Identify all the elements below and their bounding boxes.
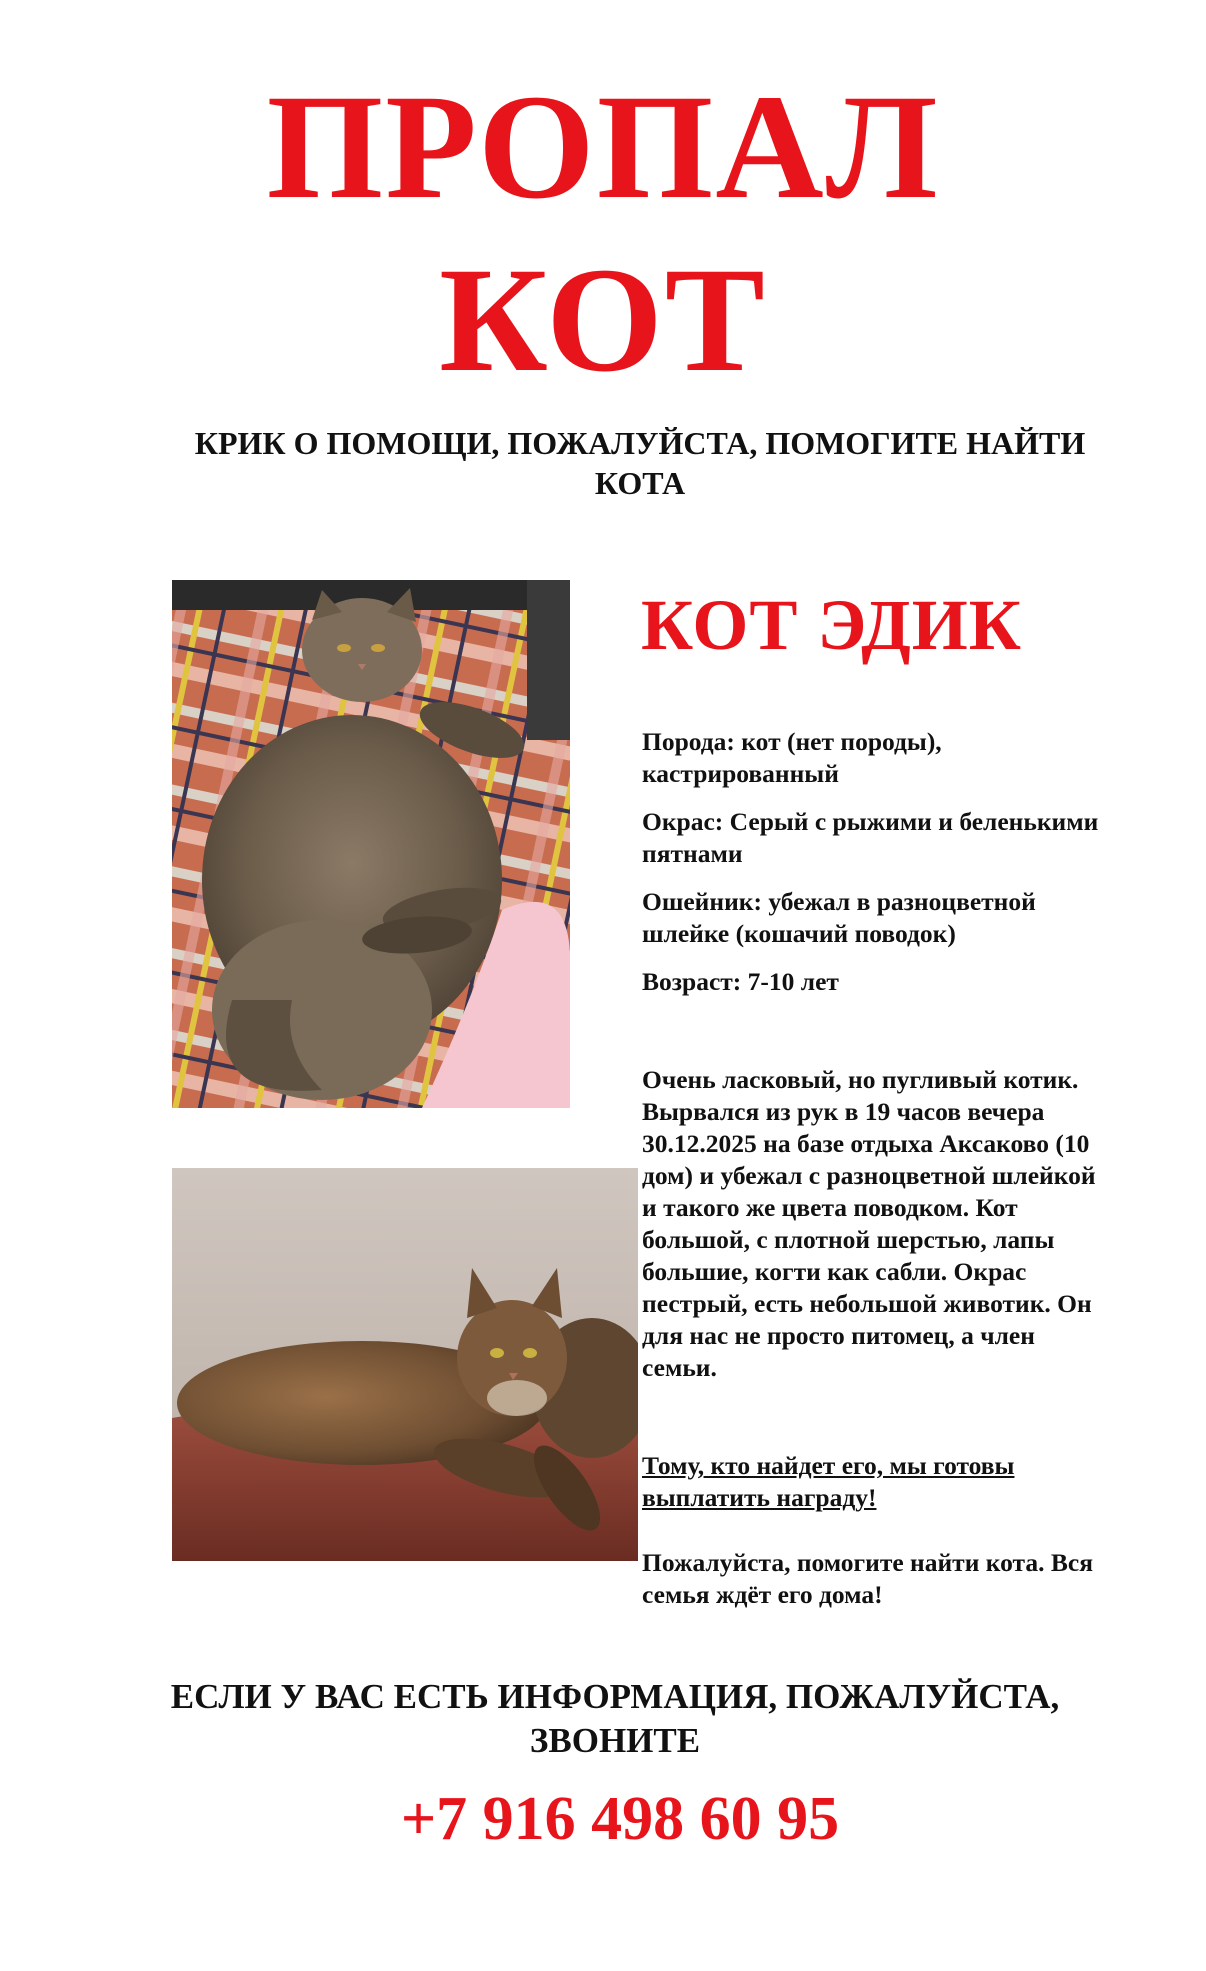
cat-description: Очень ласковый, но пугливый котик. Вырвался из рук в 19 часов вечера 30.12.2025 на базе отдыха Аксаково (10 дом) и убежал с разноцветной шлейкой и такого же цвета поводком. Кот большой, с плотной шерстью, лапы большие, когти как сабли. Окрас пестрый, есть небольшой животик. Он для нас не просто питомец, а член семьи.: [642, 1065, 1096, 1382]
detail-coat-color: Окрас: Серый с рыжими и беленькими пятнами: [642, 807, 1099, 868]
cat-photo-lying-on-sofa: [172, 1168, 638, 1561]
subtitle-plea: КРИК О ПОМОЩИ, ПОЖАЛУЙСТА, ПОМОГИТЕ НАЙТИ КОТА: [194, 425, 1086, 501]
detail-age: Возраст: 7-10 лет: [642, 967, 839, 996]
contact-phone: +7 916 498 60 95: [400, 1785, 840, 1853]
cat-photo-2-illustration: [172, 1168, 638, 1561]
reward-notice: Тому, кто найдет его, мы готовы выплатить награду!: [642, 1451, 1015, 1512]
cat-photo-1-illustration: [172, 580, 570, 1108]
detail-collar: Ошейник: убежал в разноцветной шлейке (кошачий поводок): [642, 887, 1036, 948]
headline-cat: КОТ: [439, 237, 767, 403]
call-to-action: ЕСЛИ У ВАС ЕСТЬ ИНФОРМАЦИЯ, ПОЖАЛУЙСТА, ЗВОНИТЕ: [170, 1677, 1060, 1760]
headline-lost: ПРОПАЛ: [266, 64, 940, 230]
detail-breed: Порода: кот (нет породы), кастрированный: [642, 727, 942, 788]
cat-name-heading: КОТ ЭДИК: [641, 585, 1022, 665]
closing-plea: Пожалуйста, помогите найти кота. Вся семья ждёт его дома!: [642, 1548, 1094, 1609]
cat-photo-lying-on-blanket: [172, 580, 570, 1108]
